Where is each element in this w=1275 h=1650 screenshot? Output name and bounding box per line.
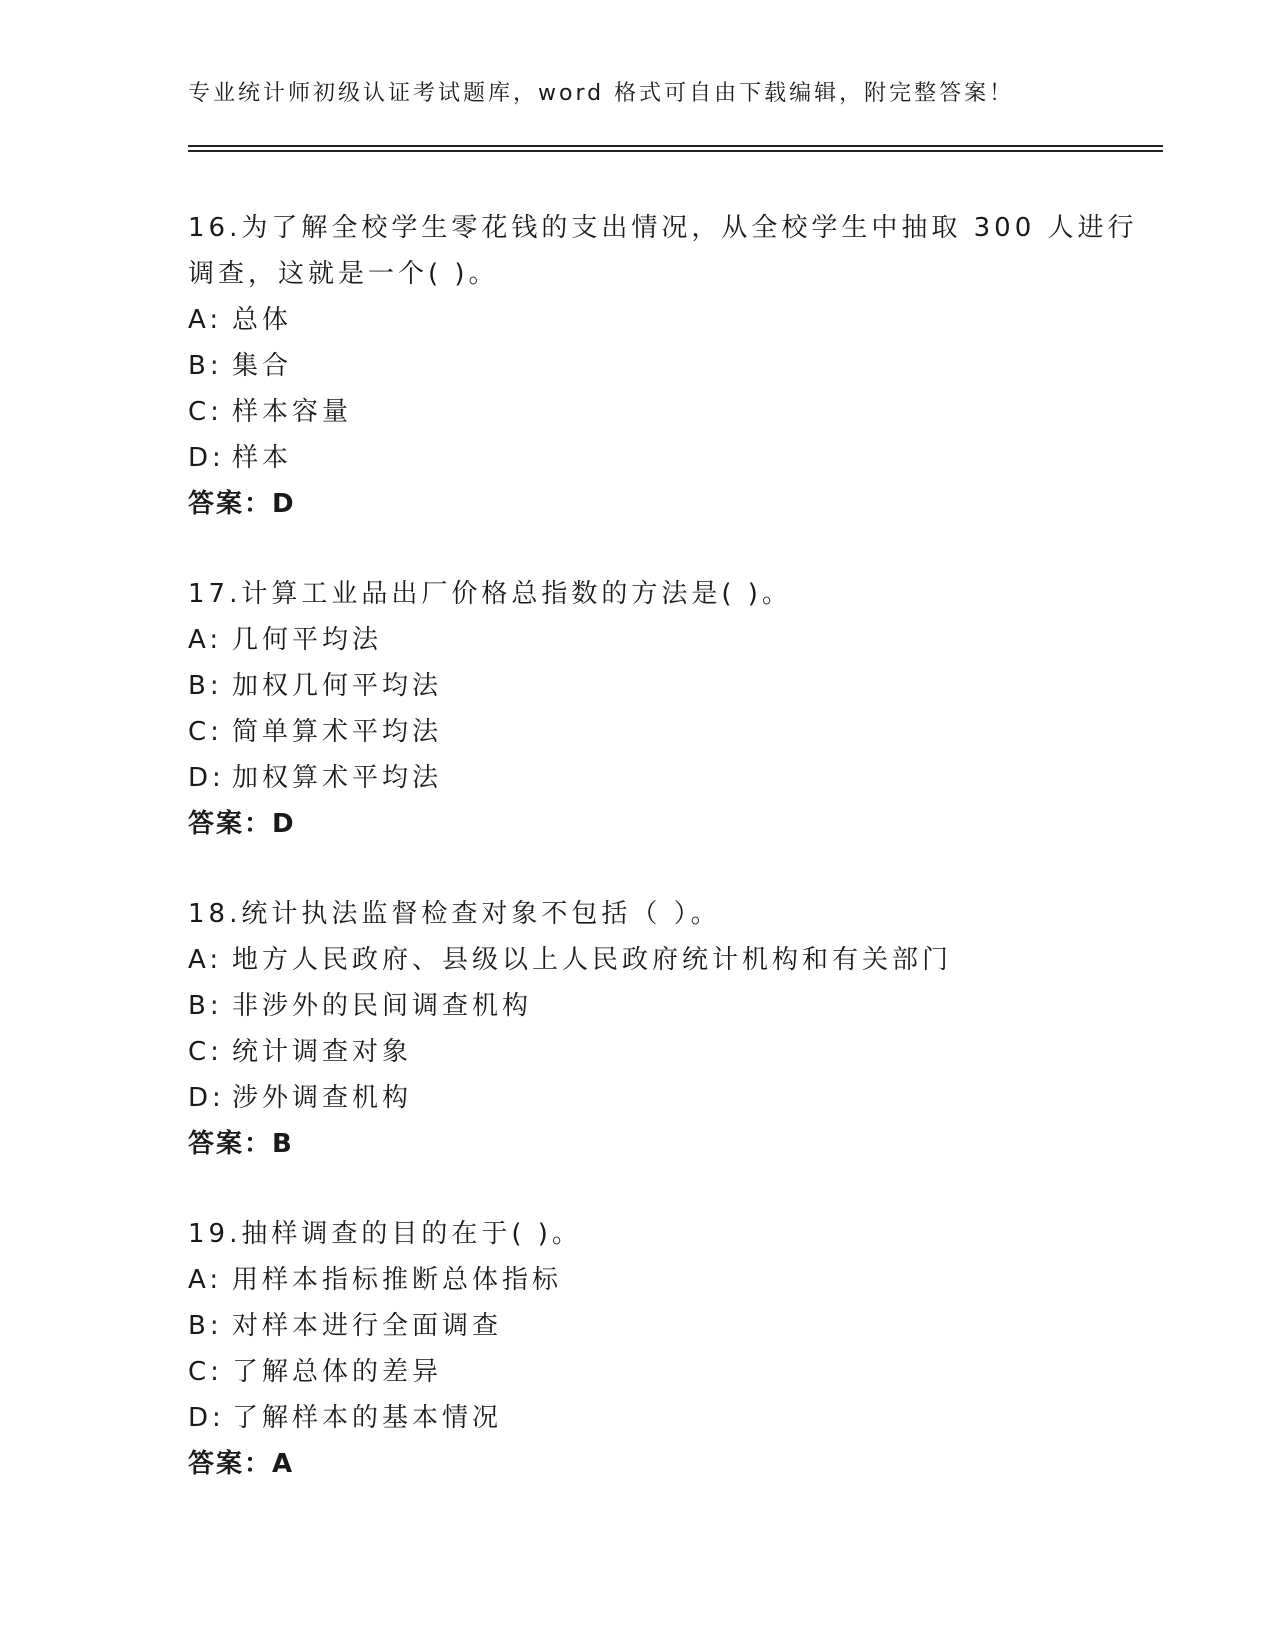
answer-label: 答案：B xyxy=(188,1129,294,1159)
option-key: D: xyxy=(188,1403,225,1433)
option-b xyxy=(188,663,1148,709)
option-key: C: xyxy=(188,1357,223,1387)
question-stem-line: 16.为了解全校学生零花钱的支出情况，从全校学生中抽取 300 人进行 xyxy=(188,213,1138,243)
header-divider-top xyxy=(188,145,1163,147)
option-a xyxy=(188,297,1148,343)
option-text: 样本容量 xyxy=(232,397,353,427)
option-a xyxy=(188,937,1148,983)
question-stem-line: 17.计算工业品出厂价格总指数的方法是( )。 xyxy=(188,579,792,609)
option-key: B: xyxy=(188,351,223,381)
option-c xyxy=(188,709,1148,755)
option-text: 涉外调查机构 xyxy=(232,1083,413,1113)
option-text: 了解样本的基本情况 xyxy=(232,1403,503,1433)
answer-label: 答案：A xyxy=(188,1449,295,1479)
option-text: 用样本指标推断总体指标 xyxy=(232,1265,563,1295)
option-key: B: xyxy=(188,991,223,1021)
header-divider-bottom xyxy=(188,150,1163,152)
option-d xyxy=(188,435,1148,481)
option-text: 了解总体的差异 xyxy=(232,1357,443,1387)
option-a xyxy=(188,617,1148,663)
option-key: D: xyxy=(188,1083,225,1113)
option-c xyxy=(188,1029,1148,1075)
option-text: 非涉外的民间调查机构 xyxy=(232,991,533,1021)
option-key: C: xyxy=(188,1037,223,1067)
option-key: A: xyxy=(188,1265,223,1295)
option-key: A: xyxy=(188,625,223,655)
option-key: D: xyxy=(188,763,225,793)
question-stem xyxy=(188,891,1148,937)
option-key: C: xyxy=(188,717,223,747)
question-stem-line: 调查，这就是一个( )。 xyxy=(188,259,499,289)
question-stem-line: 19.抽样调查的目的在于( )。 xyxy=(188,1219,582,1249)
option-key: D: xyxy=(188,443,225,473)
option-b xyxy=(188,983,1148,1029)
question-stem-line: 18.统计执法监督检查对象不包括（ ）。 xyxy=(188,899,721,929)
option-d xyxy=(188,1395,1148,1441)
answer-label: 答案：D xyxy=(188,489,296,519)
option-key: A: xyxy=(188,305,223,335)
question-stem xyxy=(188,571,1148,617)
question-19 xyxy=(188,1211,1148,1487)
option-text: 几何平均法 xyxy=(232,625,383,655)
option-c xyxy=(188,1349,1148,1395)
option-key: C: xyxy=(188,397,223,427)
question-17 xyxy=(188,571,1148,847)
option-text: 对样本进行全面调查 xyxy=(232,1311,503,1341)
option-b xyxy=(188,343,1148,389)
option-d xyxy=(188,1075,1148,1121)
option-text: 统计调查对象 xyxy=(232,1037,413,1067)
question-list xyxy=(188,205,1148,1531)
option-text: 总体 xyxy=(232,305,293,335)
option-b xyxy=(188,1303,1148,1349)
question-stem xyxy=(188,205,1148,297)
option-key: B: xyxy=(188,671,223,701)
question-stem xyxy=(188,1211,1148,1257)
option-key: A: xyxy=(188,945,223,975)
option-text: 加权几何平均法 xyxy=(232,671,443,701)
option-text: 地方人民政府、县级以上人民政府统计机构和有关部门 xyxy=(232,945,953,975)
option-text: 简单算术平均法 xyxy=(232,717,443,747)
option-key: B: xyxy=(188,1311,223,1341)
answer-label: 答案：D xyxy=(188,809,296,839)
option-d xyxy=(188,755,1148,801)
page-header-title: 专业统计师初级认证考试题库，word 格式可自由下载编辑，附完整答案！ xyxy=(188,81,1015,106)
question-18 xyxy=(188,891,1148,1167)
option-text: 加权算术平均法 xyxy=(232,763,443,793)
question-16 xyxy=(188,205,1148,527)
option-text: 样本 xyxy=(232,443,293,473)
option-a xyxy=(188,1257,1148,1303)
option-text: 集合 xyxy=(232,351,293,381)
option-c xyxy=(188,389,1148,435)
